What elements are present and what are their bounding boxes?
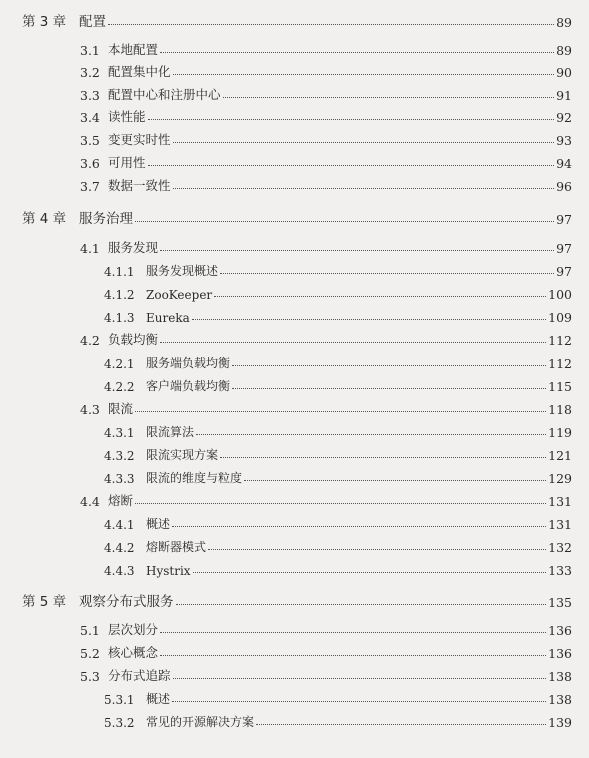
toc-page-number: 112	[548, 356, 572, 371]
dot-leader	[256, 723, 546, 725]
toc-page-number: 132	[548, 540, 572, 555]
toc-chapter-row	[22, 10, 572, 30]
toc-section-row	[80, 641, 572, 661]
dot-leader	[214, 295, 546, 297]
toc-entry-title: 读性能	[108, 109, 146, 124]
dot-leader	[173, 677, 547, 679]
toc-subsection-row	[104, 374, 572, 394]
dot-leader	[193, 571, 547, 573]
toc-entry-number: 4.1.1	[104, 265, 135, 279]
toc-subsection-row	[104, 259, 572, 279]
toc-entry-number: 3.4	[80, 110, 100, 125]
toc-entry-number: 3.6	[80, 156, 100, 171]
toc-page-number: 97	[556, 241, 572, 256]
toc-entry-title: 服务治理	[79, 211, 133, 227]
toc-page-number: 139	[548, 715, 572, 730]
toc-page-number: 118	[548, 402, 572, 417]
toc-section-row	[80, 236, 572, 256]
toc-entry-title: 配置中心和注册中心	[108, 87, 221, 102]
toc-page-number: 97	[556, 264, 572, 279]
dot-leader	[135, 410, 546, 412]
toc-section-row	[80, 38, 572, 58]
toc-entry-title: 服务端负载均衡	[146, 356, 231, 370]
toc-section-row	[80, 128, 572, 148]
toc-entry-title: 配置	[79, 14, 106, 30]
toc-page-number: 94	[556, 156, 572, 171]
toc-entry-number: 第 5 章	[22, 594, 67, 610]
toc-entry-number: 4.4	[80, 494, 100, 509]
toc-entry-title: 概述	[146, 692, 171, 706]
dot-leader	[135, 220, 554, 222]
dot-leader	[172, 525, 546, 527]
toc-section-row	[80, 489, 572, 509]
dot-leader	[160, 249, 554, 251]
toc-section-row	[80, 397, 572, 417]
toc-entry-number: 5.2	[80, 646, 100, 661]
dot-leader	[160, 51, 554, 53]
toc-subsection-row	[104, 466, 572, 486]
toc-entry-title: 限流实现方案	[146, 448, 219, 462]
toc-entry-title: 配置集中化	[108, 64, 171, 79]
dot-leader	[196, 433, 546, 435]
toc-section-row	[80, 60, 572, 80]
dot-leader	[173, 73, 555, 75]
toc-page-number: 100	[548, 287, 572, 302]
toc-section-row	[80, 664, 572, 684]
toc-page-number: 119	[548, 425, 572, 440]
toc-subsection-row	[104, 351, 572, 371]
dot-leader	[148, 164, 555, 166]
toc-entry-number: 4.1.2	[104, 288, 135, 302]
dot-leader	[232, 387, 546, 389]
toc-entry-title: 可用性	[108, 155, 146, 170]
toc-entry-title: 熔断器模式	[146, 540, 207, 554]
dot-leader	[220, 456, 546, 458]
toc-entry-number: 4.3	[80, 402, 100, 417]
toc-entry-title: 常见的开源解决方案	[146, 715, 255, 729]
dot-leader	[192, 318, 546, 320]
dot-leader	[172, 700, 546, 702]
toc-entry-title: 层次划分	[108, 622, 159, 637]
dot-leader	[176, 603, 547, 605]
toc-entry-title: 客户端负载均衡	[146, 379, 231, 393]
dot-leader	[173, 141, 555, 143]
toc-entry-number: 3.2	[80, 65, 100, 80]
toc-page-number: 121	[548, 448, 572, 463]
toc-entry-title: Eureka	[146, 311, 190, 325]
toc-entry-title: 熔断	[108, 493, 134, 508]
toc-subsection-row	[104, 535, 572, 555]
dot-leader	[173, 187, 555, 189]
toc-page-number: 129	[548, 471, 572, 486]
toc-subsection-row	[104, 443, 572, 463]
toc-page-number: 138	[548, 692, 572, 707]
toc-entry-number: 4.1.3	[104, 311, 135, 325]
dot-leader	[232, 364, 546, 366]
toc-section-row	[80, 105, 572, 125]
dot-leader	[244, 479, 546, 481]
toc-entry-title: 数据一致性	[108, 178, 171, 193]
toc-subsection-row	[104, 558, 572, 578]
toc-chapter-row	[22, 207, 572, 227]
toc-entry-title: 本地配置	[108, 42, 159, 57]
toc-page-number: 89	[556, 43, 572, 58]
dot-leader	[160, 631, 546, 633]
toc-page-number: 133	[548, 563, 572, 578]
toc-section-row	[80, 174, 572, 194]
toc-page-number: 90	[556, 65, 572, 80]
toc-entry-number: 第 3 章	[22, 14, 67, 30]
toc-section-row	[80, 328, 572, 348]
toc-entry-title: 变更实时性	[108, 132, 171, 147]
toc-page-number: 136	[548, 623, 572, 638]
toc-subsection-row	[104, 305, 572, 325]
toc-subsection-row	[104, 420, 572, 440]
toc-page-number: 131	[548, 494, 572, 509]
toc-subsection-row	[104, 710, 572, 730]
toc-subsection-row	[104, 687, 572, 707]
toc-entry-number: 4.3.1	[104, 426, 135, 440]
dot-leader	[220, 272, 554, 274]
toc-section-row	[80, 151, 572, 171]
toc-section-row	[80, 83, 572, 103]
dot-leader	[223, 96, 555, 98]
toc-entry-number: 4.2	[80, 333, 100, 348]
toc-entry-title: 限流	[108, 401, 134, 416]
toc-entry-number: 5.1	[80, 623, 100, 638]
dot-leader	[108, 23, 554, 25]
toc-page-number: 109	[548, 310, 572, 325]
toc-page-number: 115	[548, 379, 572, 394]
toc-subsection-row	[104, 512, 572, 532]
toc-entry-title: ZooKeeper	[146, 288, 213, 302]
toc-entry-title: 服务发现	[108, 240, 159, 255]
toc-entry-title: 概述	[146, 517, 171, 531]
dot-leader	[135, 502, 546, 504]
toc-entry-number: 5.3	[80, 669, 100, 684]
toc-page-number: 135	[548, 595, 572, 610]
toc-entry-number: 第 4 章	[22, 211, 67, 227]
toc-entry-number: 3.1	[80, 43, 100, 58]
toc-entry-number: 4.4.2	[104, 541, 135, 555]
toc-page-number: 138	[548, 669, 572, 684]
toc-entry-number: 3.5	[80, 133, 100, 148]
toc-page-number: 89	[556, 15, 572, 30]
toc-page-number: 96	[556, 179, 572, 194]
dot-leader	[208, 548, 546, 550]
toc-page-number: 91	[556, 88, 572, 103]
toc-entry-number: 5.3.2	[104, 716, 135, 730]
toc-entry-title: 服务发现概述	[146, 264, 219, 278]
toc-entry-number: 5.3.1	[104, 693, 135, 707]
toc-page-number: 136	[548, 646, 572, 661]
dot-leader	[148, 118, 555, 120]
toc-entry-number: 4.4.3	[104, 564, 135, 578]
dot-leader	[160, 341, 546, 343]
toc-entry-title: 负载均衡	[108, 332, 159, 347]
toc-chapter-row	[22, 590, 572, 610]
toc-subsection-row	[104, 282, 572, 302]
toc-entry-number: 3.7	[80, 179, 100, 194]
toc-entry-number: 4.3.3	[104, 472, 135, 486]
toc-entry-title: 限流算法	[146, 425, 195, 439]
toc-entry-title: 观察分布式服务	[79, 594, 174, 610]
toc-entry-title: 分布式追踪	[108, 668, 171, 683]
toc-page-number: 97	[556, 212, 572, 227]
toc-page-number: 112	[548, 333, 572, 348]
toc-entry-number: 4.2.1	[104, 357, 135, 371]
toc-entry-title: Hystrix	[146, 564, 191, 578]
toc-section-row	[80, 618, 572, 638]
dot-leader	[160, 654, 546, 656]
toc-entry-title: 限流的维度与粒度	[146, 471, 243, 485]
toc-page-number: 92	[556, 110, 572, 125]
toc-entry-number: 4.1	[80, 241, 100, 256]
toc-entry-title: 核心概念	[108, 645, 159, 660]
toc-page-number: 93	[556, 133, 572, 148]
toc-entry-number: 4.4.1	[104, 518, 135, 532]
toc-entry-number: 4.2.2	[104, 380, 135, 394]
toc-entry-number: 3.3	[80, 88, 100, 103]
toc-entry-number: 4.3.2	[104, 449, 135, 463]
toc-page-number: 131	[548, 517, 572, 532]
